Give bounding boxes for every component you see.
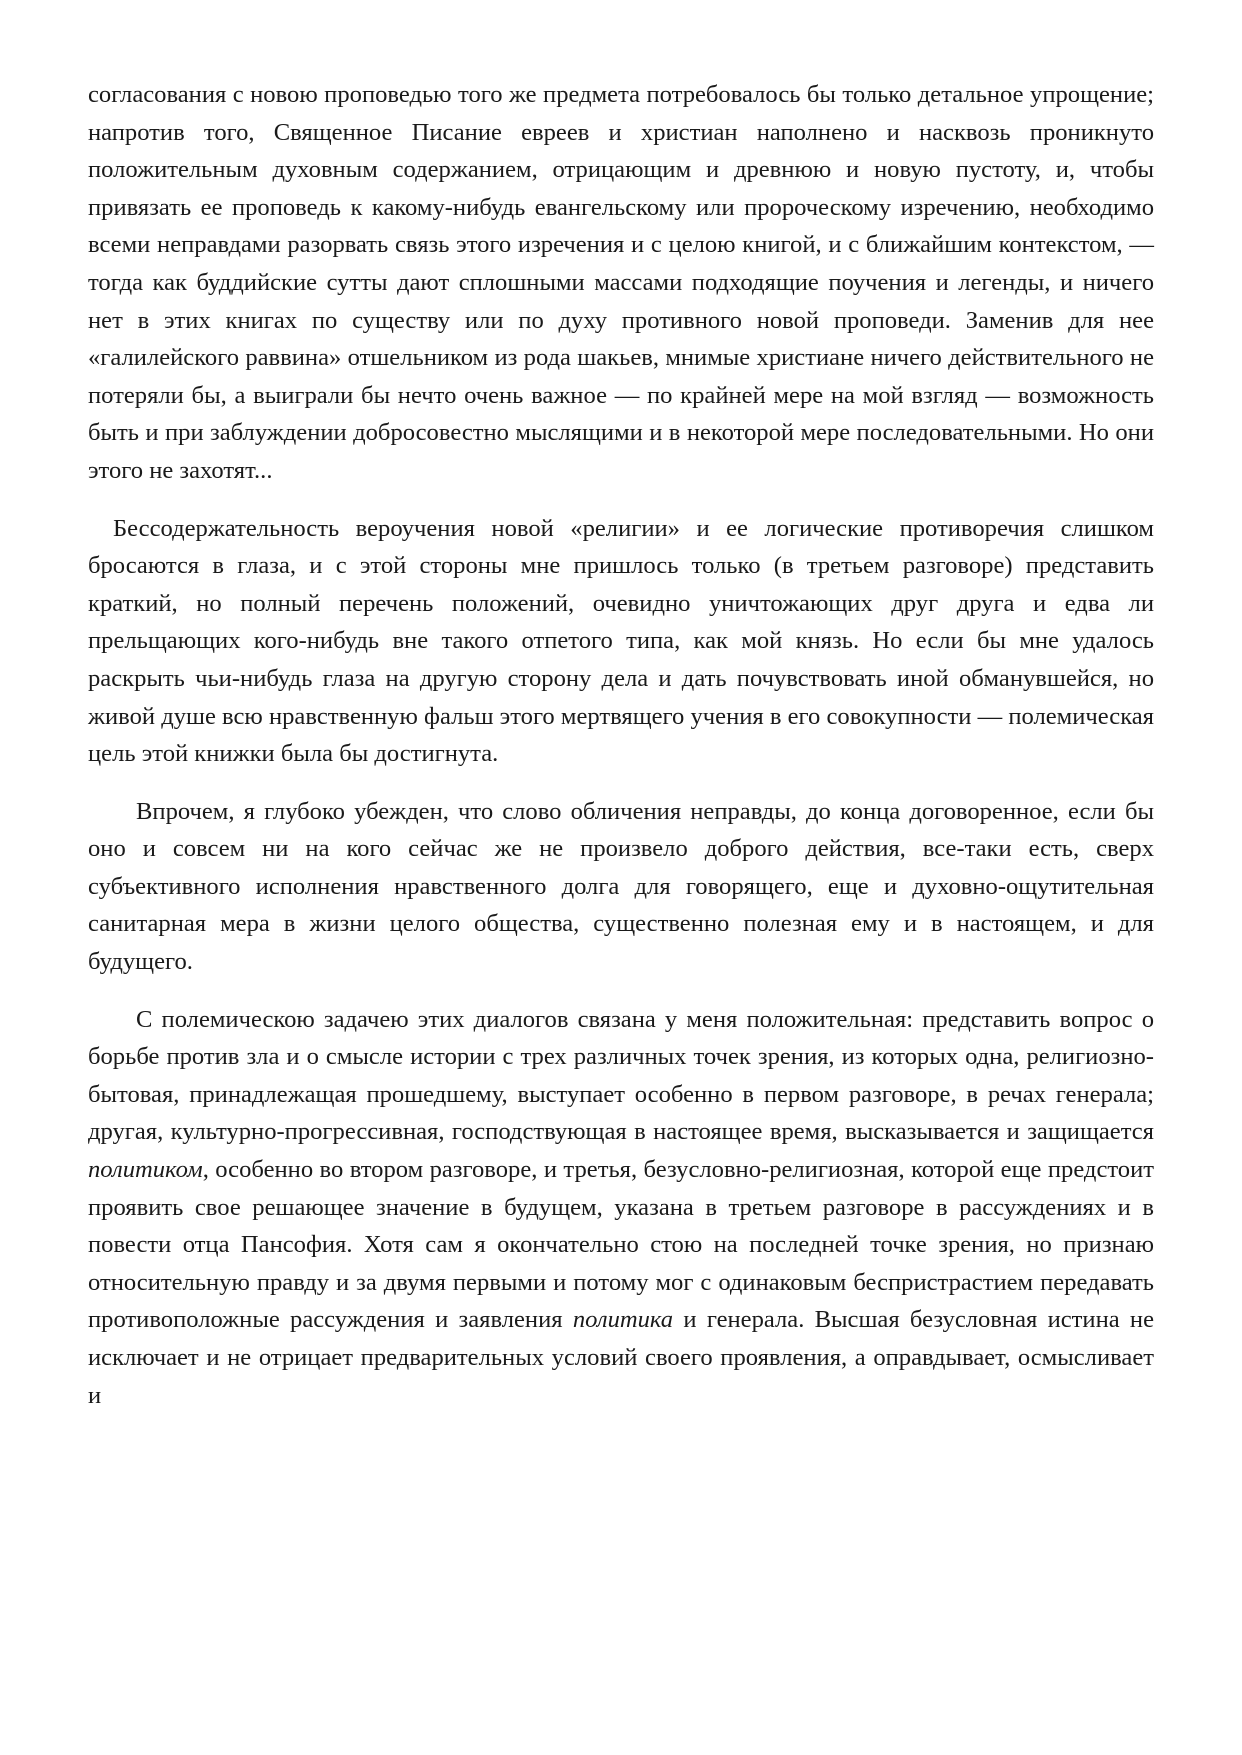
document-page [88, 76, 1154, 1434]
paragraph-4-text-a: С полемическою задачею этих диалогов связана у меня положительная: представить вопрос о борьбе против зла и о смысле истории с трех различных точек зрения, из которых одна, религиозно-бытовая, принадлежащая прошедшему, выступает особенно в первом разговоре, в речах генерала; другая, культурно-прогрессивная, господствующая в настоящее время, высказывается и защищается [88, 1005, 1154, 1146]
paragraph-4-italic-politician-1: политиком [88, 1156, 203, 1184]
paragraph-4 [88, 1001, 1154, 1415]
paragraph-1: согласования с новою проповедью того же предмета потребовалось бы только детальное упрощение; напротив того, Священное Писание евреев и христиан наполнено и насквозь проникнуто положительным духовным содержанием, отрицающим и древнюю и новую пустоту, и, чтобы привязать ее проповедь к какому-нибудь евангельскому или пророческому изречению, необходимо всеми неправдами разорвать связь этого изречения и с целою книгой, и с ближайшим контекстом, — тогда как буддийские сутты дают сплошными массами подходящие поучения и легенды, и ничего нет в этих книгах по существу или по духу противного новой проповеди. Заменив для нее «галилейского раввина» отшельником из рода шакьев, мнимые христиане ничего действительного не потеряли бы, а выиграли бы нечто очень важное — по крайней мере на мой взгляд — возможность быть и при заблуждении добросовестно мыслящими и в некоторой мере последовательными. Но они этого не захотят... [88, 81, 1154, 484]
paragraph-4-text-b: , особенно во втором разговоре, и третья, безусловно-религиозная, которой еще предстоит проявить свое решающее значение в будущем, указана в третьем разговоре в рассуждениях и в повести отца Пансофия. Хотя сам я окончательно стою на последней точке зрения, но признаю относительную правду и за двумя первыми и потому мог с одинаковым беспристрастием передавать противоположные рассуждения и заявления [88, 1156, 1154, 1334]
paragraph-4-italic-politician-2: политика [572, 1306, 674, 1334]
paragraph-2: Бессодержательность вероучения новой «религии» и ее логические противоречия слишком бросаются в глаза, и с этой стороны мне пришлось только (в третьем разговоре) представить краткий, но полный перечень положений, очевидно уничтожающих друг друга и едва ли прельщающих кого-нибудь вне такого отпетого типа, как мой князь. Но если бы мне удалось раскрыть чьи-нибудь глаза на другую сторону дела и дать почувствовать иной обманувшейся, но живой душе всю нравственную фальш этого мертвящего учения в его совокупности — полемическая цель этой книжки была бы достигнута. [88, 514, 1154, 768]
paragraph-3: Впрочем, я глубоко убежден, что слово обличения неправды, до конца договоренное, если бы оно и совсем ни на кого сейчас же не произвело доброго действия, все-таки есть, сверх субъективного исполнения нравственного долга для говорящего, еще и духовно-ощутительная санитарная мера в жизни целого общества, существенно полезная ему и в настоящем, и для будущего. [88, 797, 1154, 976]
paragraph-4-text-c: и генерала. Высшая безусловная истина не исключает и не отрицает предварительных условий своего проявления, а оправдывает, осмысливает и [88, 1306, 1155, 1409]
